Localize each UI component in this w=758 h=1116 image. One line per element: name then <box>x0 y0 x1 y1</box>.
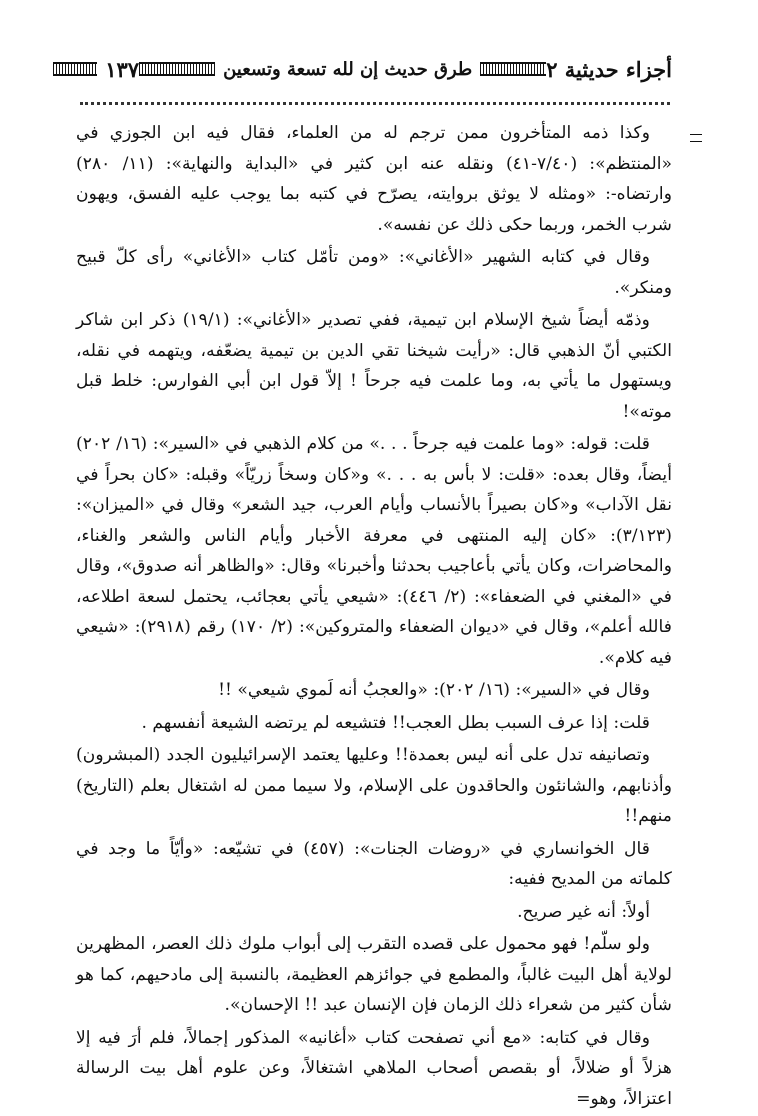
page-number: ١٣٧ <box>105 56 140 82</box>
ornament-bar <box>480 62 546 76</box>
running-head <box>139 59 546 80</box>
paragraph: أولاً: أنه غير صريح. <box>517 901 650 922</box>
paragraph: قال الخوانساري في «روضات الجنات»: (٤٥٧) في تشيّعه: «وأيّاً ما وجد في كلماته من المديح ففيه: <box>76 838 672 889</box>
ornament-bar <box>139 62 215 76</box>
page-number-group <box>53 57 139 82</box>
paragraph: ولو سلّم! فهو محمول على قصده التقرب إلى أبواب ملوك ذلك العصر، المظهرين لولاية أهل البيت غالباً، والمطمع في جوائزهم العظيمة، بالنسبة إلى مادحيهم، كما هو شأن كثير من شعراء ذلك الزمان فإن الإنسان عبد !! الإحسان». <box>76 934 672 1015</box>
paragraph: وذمّه أيضاً شيخ الإسلام ابن تيمية، ففي تصدير «الأغاني»: (١٩/١) ذكر ابن شاكر الكتبي أنّ الذهبي قال: «رأيت شيخنا تقي الدين بن تيمية يضعّفه، ويتهمه في نقله، ويستهول ما يأتي به، وما علمت فيه جرحاً ! إلاّ قول ابن أبي الفوارس: خلط قبل موته»! <box>76 310 672 422</box>
paragraph: وقال في كتابه الشهير «الأغاني»: «ومن تأمّل كتاب «الأغاني» رأى كلّ قبيح ومنكر». <box>76 247 672 298</box>
paragraph: وكذا ذمه المتأخرون ممن ترجم له من العلماء، فقال فيه ابن الجوزي في «المنتظم»: (٧/٤٠-٤١) ونقله عنه ابن كثير في «البداية والنهاية»: (١١/ ٢٨٠) وارتضاه-: «ومثله لا يوثق بروايته، يصرّح في كتبه بما يوجب عليه الفسق، ويهون شرب الخمر، وربما حكى ذلك عن نفسه». <box>76 123 672 235</box>
header-dotted-rule <box>80 96 670 105</box>
continuation-mark <box>690 134 702 142</box>
book-title: أجزاء حديثية ٢ <box>546 56 672 82</box>
chapter-title: طرق حديث إن لله تسعة وتسعين <box>223 58 473 80</box>
ornament-bar <box>53 62 97 76</box>
paragraph: وتصانيفه تدل على أنه ليس بعمدة!! وعليها يعتمد الإسرائيليون الجدد (المبشرون) وأذنابهم، والشانئون والحاقدون على الإسلام، ولا سيما ممن له اشتغال بعلم (التاريخ) منهم!! <box>76 745 672 826</box>
page-header <box>74 52 672 86</box>
paragraph: قلت: إذا عرف السبب بطل العجب!! فتشيعه لم يرتضه الشيعة أنفسهم . <box>141 712 650 733</box>
paragraph: قلت: قوله: «وما علمت فيه جرحاً . . .» من كلام الذهبي في «السير»: (١٦/ ٢٠٢) أيضاً، وقال بعده: «قلت: لا بأس به . . .» و«كان وسخاً زريّاً» وقبله: «كان بحراً في نقل الآداب» و«كان بصيراً بالأنساب وأيام العرب، جيد الشعر» وقال في «الميزان»: (٣/١٢٣): «كان إليه المنتهى في معرفة الأخبار وأيام الناس والشعر والغناء، والمحاضرات، وكان يأتي بأعاجيب بحدثنا وأخبرنا» وقال: «والظاهر أنه صدوق»، وقال في «المغني في الضعفاء»: (٢/ ٤٤٦): «شيعي يأتي بعجائب، يحتمل لسعة اطلاعه، فالله أعلم»، وقال في «ديوان الضعفاء والمتروكين»: (٢/ ١٧٠) رقم (٢٩١٨): «شيعي فيه كلام». <box>76 434 672 668</box>
paragraph: وقال في «السير»: (١٦/ ٢٠٢): «والعجبُ أنه لَموي شيعي» !! <box>218 680 650 700</box>
page-body <box>76 118 672 1116</box>
paragraph: وقال في كتابه: «مع أني تصفحت كتاب «أغانيه» المذكور إجمالاً، فلم أرَ فيه إلا هزلاً أو ضلالاً، أو بقصص أصحاب الملاهي اشتغالاً، وعن علوم أهل بيت الرسالة اعتزالاً، وهو= <box>76 1027 672 1109</box>
